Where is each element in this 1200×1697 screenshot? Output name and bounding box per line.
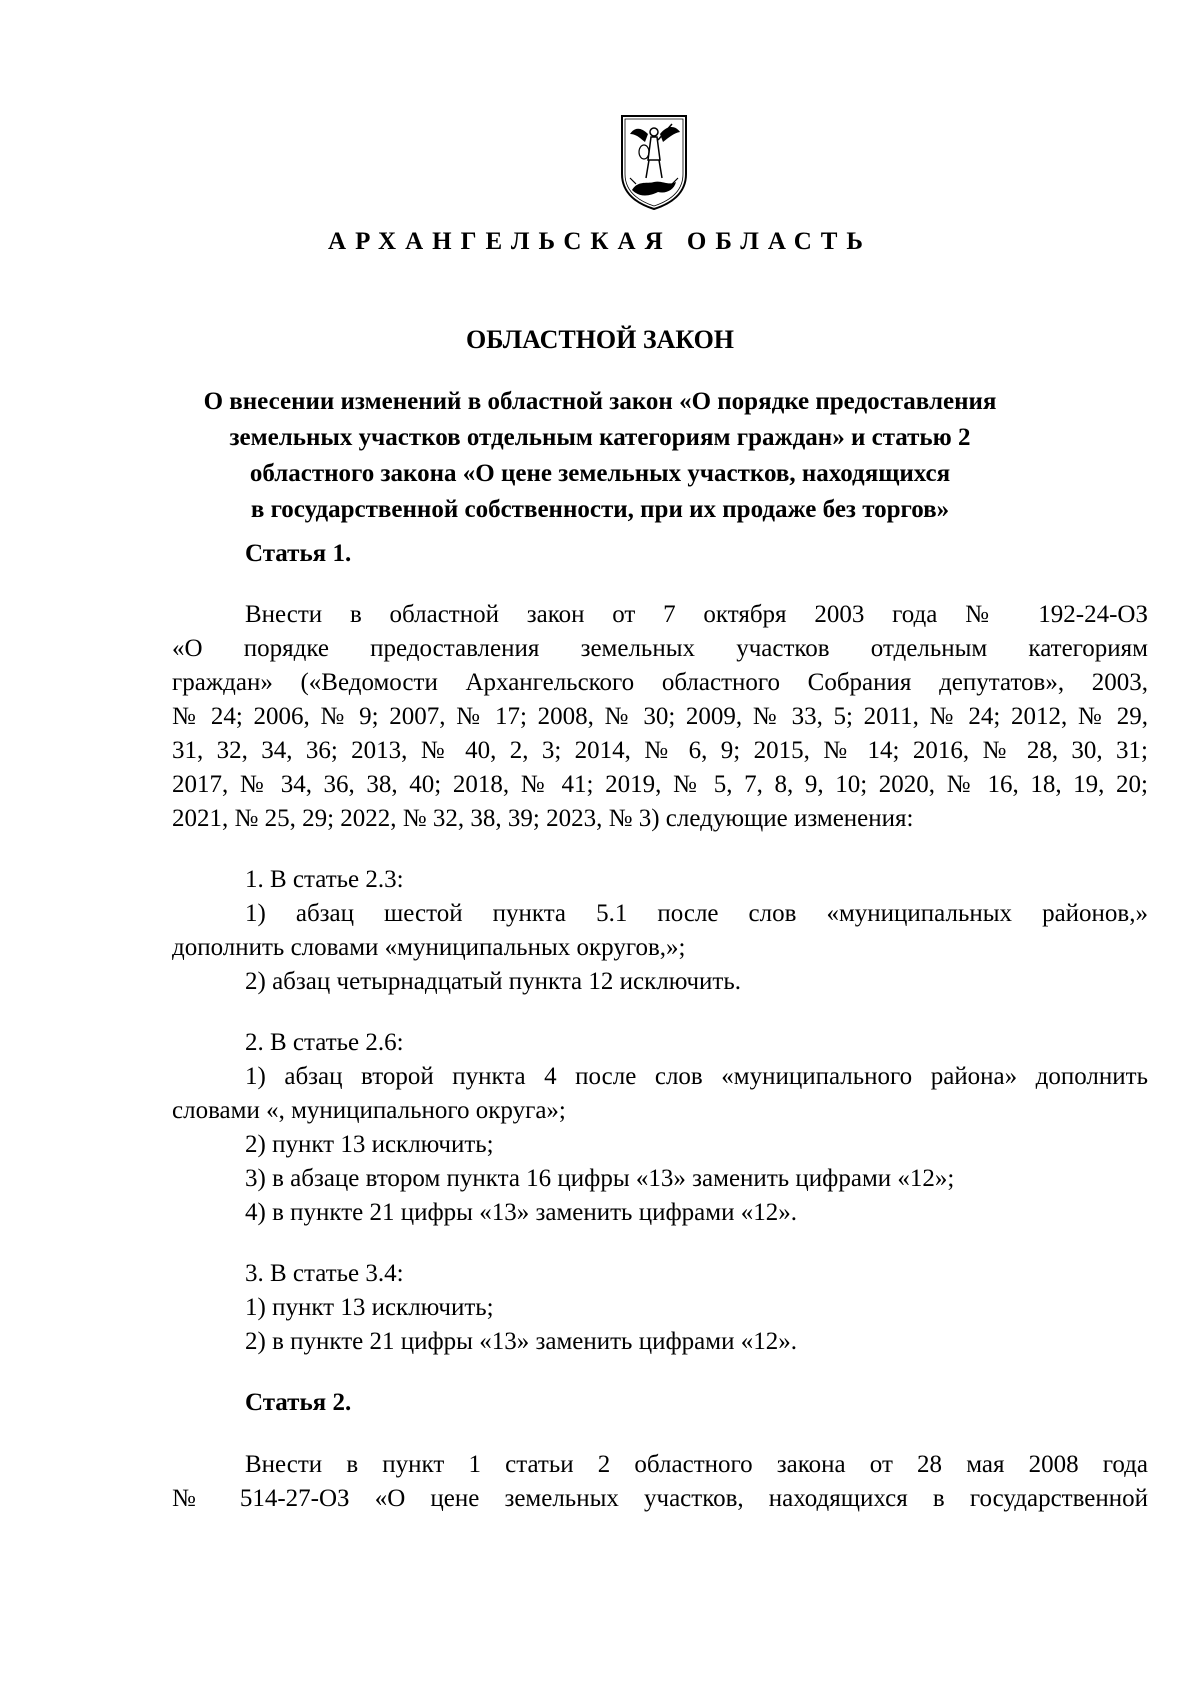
article-1-text-line: 2021, № 25, 29; 2022, № 32, 38, 39; 2023, № 3) следующие изменения: (172, 805, 914, 832)
article-2-text-line: № 514-27-ОЗ «О цене земельных участков, находящихся в государственной (172, 1485, 1148, 1512)
article-2-heading: Статья 2. (245, 1389, 352, 1416)
region-name: АРХАНГЕЛЬСКАЯ ОБЛАСТЬ (328, 228, 872, 255)
item-2-title: 2. В статье 2.6: (245, 1029, 404, 1056)
article-1-text-line: «О порядке предоставления земельных участков отдельным категориям (172, 635, 1148, 662)
item-1-line: 2) абзац четырнадцатый пункта 12 исключить. (245, 968, 742, 995)
article-1-text-line: граждан» («Ведомости Архангельского областного Собрания депутатов», 2003, (172, 669, 1148, 696)
law-type: ОБЛАСТНОЙ ЗАКОН (465, 325, 735, 354)
item-3-line: 2) в пункте 21 цифры «13» заменить цифрами «12». (245, 1328, 797, 1355)
law-title (150, 384, 1050, 528)
item-2-line: 1) абзац второй пункта 4 после слов «муниципального района» дополнить (245, 1063, 1148, 1090)
law-title-line: О внесении изменений в областной закон «О порядке предоставления (203, 388, 997, 415)
item-2-line: 3) в абзаце втором пункта 16 цифры «13» заменить цифрами «12»; (245, 1165, 955, 1192)
article-1-text-line: № 24; 2006, № 9; 2007, № 17; 2008, № 30; 2009, № 33, 5; 2011, № 24; 2012, № 29, (172, 703, 1148, 730)
item-1-line: 1) абзац шестой пункта 5.1 после слов «муниципальных районов,» (245, 900, 1148, 927)
article-1-heading: Статья 1. (245, 540, 352, 567)
article-1-text-line: Внести в областной закон от 7 октября 2003 года № 192-24-ОЗ (245, 601, 1148, 628)
coat-of-arms-icon (618, 112, 690, 212)
law-title-line: областного закона «О цене земельных участков, находящихся (249, 460, 951, 487)
item-3-line: 1) пункт 13 исключить; (245, 1294, 494, 1321)
law-title-line: в государственной собственности, при их продаже без торгов» (250, 496, 950, 523)
item-1-line: дополнить словами «муниципальных округов,»; (172, 934, 686, 961)
article-1-text-line: 31, 32, 34, 36; 2013, № 40, 2, 3; 2014, № 6, 9; 2015, № 14; 2016, № 28, 30, 31; (172, 737, 1148, 764)
law-title-line: земельных участков отдельным категориям граждан» и статью 2 (229, 424, 971, 451)
article-1-text-line: 2017, № 34, 36, 38, 40; 2018, № 41; 2019, № 5, 7, 8, 9, 10; 2020, № 16, 18, 19, 20; (172, 771, 1148, 798)
item-3-title: 3. В статье 3.4: (245, 1260, 404, 1287)
item-2-line: словами «, муниципального округа»; (172, 1097, 566, 1124)
item-2-line: 4) в пункте 21 цифры «13» заменить цифрами «12». (245, 1199, 797, 1226)
article-2-text-line: Внести в пункт 1 статьи 2 областного закона от 28 мая 2008 года (245, 1451, 1148, 1478)
item-2-line: 2) пункт 13 исключить; (245, 1131, 494, 1158)
item-1-title: 1. В статье 2.3: (245, 866, 404, 893)
